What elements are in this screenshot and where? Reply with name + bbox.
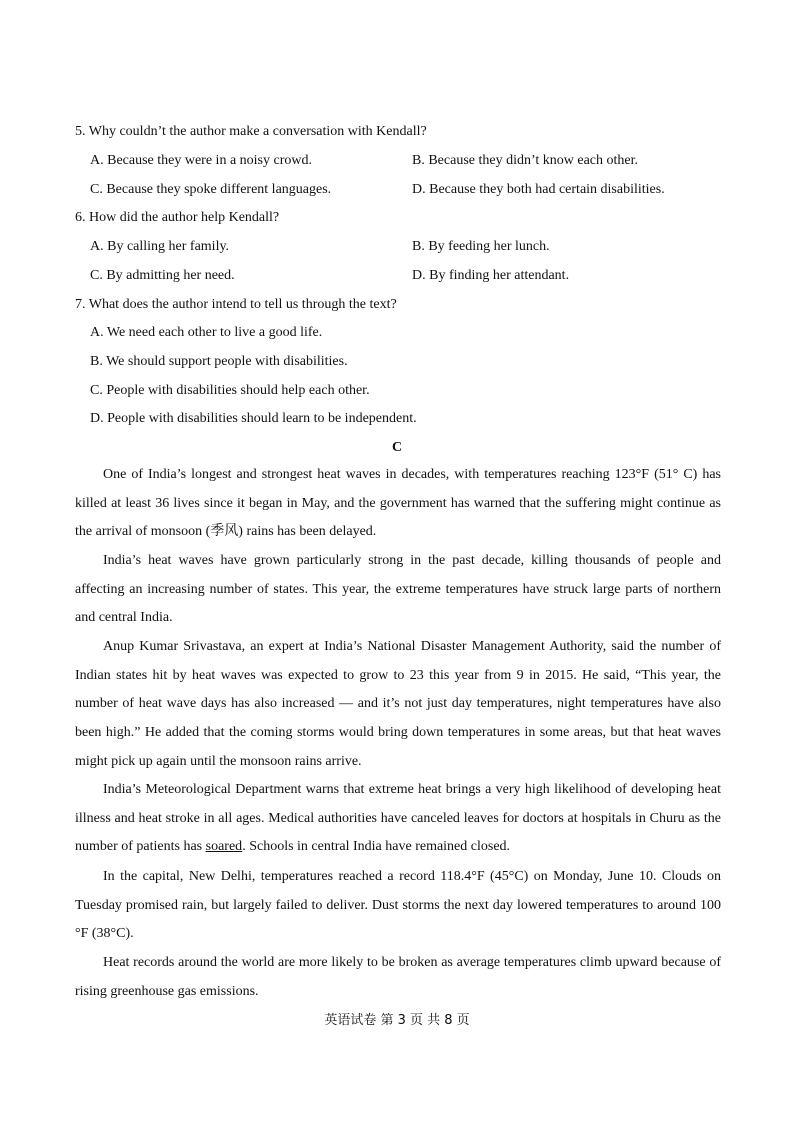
section-c-heading: C [391, 440, 403, 455]
question-6-option-c: C. By admitting her need. [90, 268, 235, 283]
question-5-option-d: D. Because they both had certain disabilities. [412, 182, 665, 197]
question-5-option-b: B. Because they didn’t know each other. [412, 153, 639, 168]
passage-paragraph-4 [75, 776, 721, 862]
question-6-stem: 6. How did the author help Kendall? [75, 210, 280, 225]
question-5-option-a: A. Because they were in a noisy crowd. [90, 153, 312, 168]
question-7-option-b: B. We should support people with disabilities. [90, 354, 348, 369]
passage-paragraph-2: India’s heat waves have grown particularly strong in the past decade, killing thousands of people and affecting an increasing number of states. This year, the extreme temperatures have struck large parts of northern and central India. [75, 553, 721, 626]
underlined-word-soared: soared [205, 839, 243, 855]
page-footer: 英语试卷 第 3 页 共 8 页 [324, 1013, 470, 1028]
question-7-option-c: C. People with disabilities should help each other. [90, 383, 370, 398]
question-6-option-b: B. By feeding her lunch. [412, 239, 550, 254]
passage-paragraph-5: In the capital, New Delhi, temperatures reached a record 118.4°F (45°C) on Monday, June 10. Clouds on Tuesday promised rain, but largely failed to deliver. Dust storms the next day lowered temperatures to around 100 °F (38°C). [75, 869, 721, 942]
question-7-stem: 7. What does the author intend to tell us through the text? [75, 297, 397, 312]
paragraph-4-text-start: India’s Meteorological Department warns that extreme heat brings a very high likelihood of developing heat illness and heat stroke in all ages. Medical authorities have canceled leaves for doctors at hospitals in Churu as the number of patients has [75, 782, 721, 855]
passage-paragraph-3: Anup Kumar Srivastava, an expert at India’s National Disaster Management Authority, said the number of Indian states hit by heat waves was expected to grow to 23 this year from 9 in 2015. He said, “This year, the number of heat wave days has also increased — and it’s not just day temperatures, night temperatures have also been high.” He added that the coming storms would bring down temperatures in some areas, but that heat waves might pick up again until the monsoon rains arrive. [75, 639, 721, 769]
question-5-option-c: C. Because they spoke different languages. [90, 182, 332, 197]
question-6-option-a: A. By calling her family. [90, 239, 230, 254]
passage-paragraph-6: Heat records around the world are more likely to be broken as average temperatures climb upward because of rising greenhouse gas emissions. [75, 955, 721, 999]
question-5-stem: 5. Why couldn’t the author make a conversation with Kendall? [75, 124, 427, 139]
question-6-option-d: D. By finding her attendant. [412, 268, 570, 283]
passage-paragraph-1: One of India’s longest and strongest heat waves in decades, with temperatures reaching 123°F (51° C) has killed at least 36 lives since it began in May, and the government has warned that the suffering might continue as the arrival of monsoon (季风) rains has been delayed. [75, 467, 721, 540]
question-7-option-d: D. People with disabilities should learn to be independent. [90, 411, 417, 426]
question-7-option-a: A. We need each other to live a good life. [90, 325, 323, 340]
paragraph-4-text-end: . Schools in central India have remained closed. [242, 839, 511, 855]
